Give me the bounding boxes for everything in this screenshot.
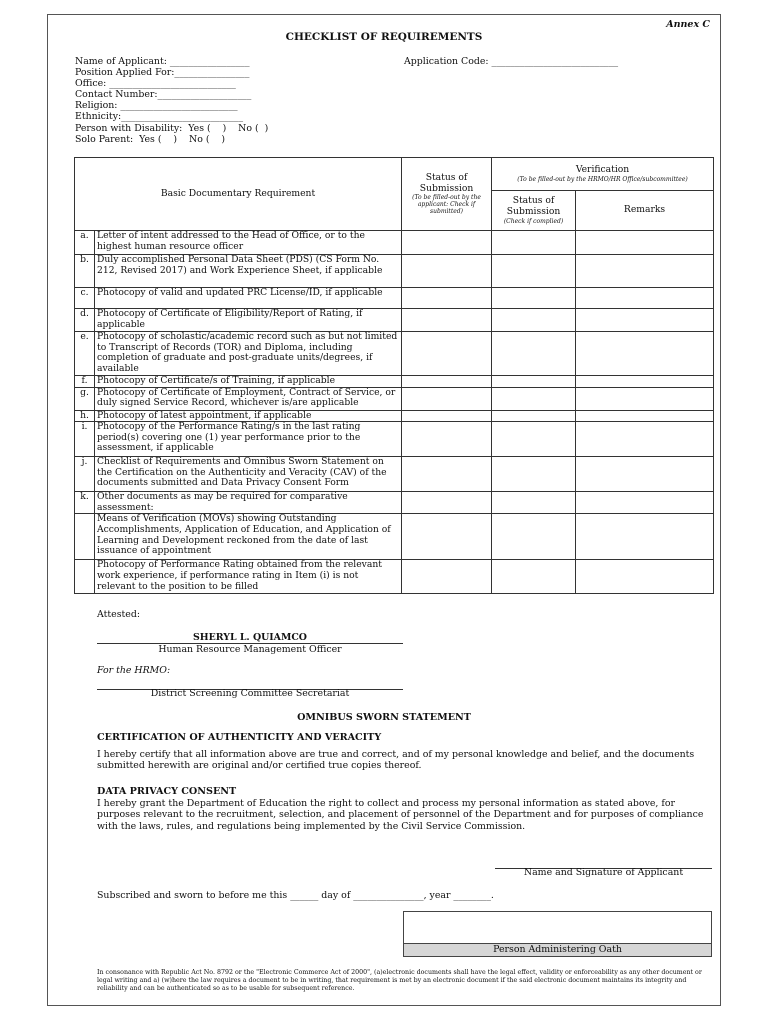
- table-row: [75, 387, 714, 410]
- header-verification-note: (To be filled-out by the HRMO/HR Office/subcommittee): [517, 175, 688, 183]
- document-page: [47, 14, 721, 1006]
- header-status-compliance: [492, 191, 576, 231]
- header-status-label: Status of Submission: [419, 171, 474, 194]
- remarks-cell[interactable]: [576, 492, 714, 514]
- header-verification-label: Verification: [575, 164, 630, 176]
- row-letter: c.: [75, 288, 95, 309]
- contact-field[interactable]: Contact Number:____________________: [75, 89, 252, 100]
- oath-label: Person Administering Oath: [404, 943, 711, 956]
- status-compliance-cell[interactable]: [492, 231, 576, 255]
- secretariat-label: District Screening Committee Secretariat: [150, 688, 350, 699]
- row-requirement: Other documents as may be required for comparative assessment:: [95, 492, 402, 514]
- status-compliance-cell[interactable]: [492, 457, 576, 492]
- remarks-cell[interactable]: [576, 255, 714, 288]
- table-row: [75, 255, 714, 288]
- applicant-signature-label[interactable]: Name and Signature of Applicant: [523, 867, 684, 878]
- row-letter: d.: [75, 309, 95, 332]
- row-requirement: Checklist of Requirements and Omnibus Sworn Statement on the Certification on the Authenticity and Veracity (CAV) of the documents submitted and Data Privacy Consent Form: [95, 457, 402, 492]
- oath-box: [403, 911, 712, 957]
- remarks-cell[interactable]: [576, 387, 714, 410]
- row-requirement: Photocopy of Certificate of Employment, Contract of Service, or duly signed Service Record, whichever is/are applicable: [95, 387, 402, 410]
- row-letter: j.: [75, 457, 95, 492]
- table-row: [75, 376, 714, 388]
- row-requirement: Photocopy of the Performance Rating/s in the last rating period(s) covering one (1) year performance prior to the assessment, if applicable: [95, 422, 402, 457]
- header-remarks: Remarks: [576, 191, 714, 231]
- office-field[interactable]: Office: ___________________________: [75, 78, 236, 89]
- status-compliance-cell[interactable]: [492, 560, 576, 594]
- remarks-cell[interactable]: [576, 231, 714, 255]
- remarks-cell[interactable]: [576, 410, 714, 422]
- pwd-field[interactable]: Person with Disability: Yes ( ) No ( ): [75, 123, 269, 134]
- status-submission-cell[interactable]: [402, 376, 492, 388]
- row-letter: b.: [75, 255, 95, 288]
- remarks-cell[interactable]: [576, 422, 714, 457]
- table-row: [75, 492, 714, 514]
- status-compliance-cell[interactable]: [492, 387, 576, 410]
- row-requirement: Photocopy of latest appointment, if applicable: [95, 410, 402, 422]
- status-compliance-cell[interactable]: [492, 410, 576, 422]
- row-requirement: Means of Verification (MOVs) showing Outstanding Accomplishments, Application of Education, and Application of Learning and Development reckoned from the date of last issuance of appointment: [95, 514, 402, 560]
- table-row: [75, 332, 714, 376]
- status-compliance-cell[interactable]: [492, 288, 576, 309]
- application-code-field[interactable]: Application Code: ___________________________: [404, 56, 619, 67]
- row-requirement: Photocopy of scholastic/academic record such as but not limited to Transcript of Records (TOR) and Diploma, including completion of graduate and post-graduate units/degrees, if available: [95, 332, 402, 376]
- remarks-cell[interactable]: [576, 288, 714, 309]
- header-requirement: Basic Documentary Requirement: [75, 158, 402, 231]
- row-letter: e.: [75, 332, 95, 376]
- row-requirement: Photocopy of Certificate/s of Training, if applicable: [95, 376, 402, 388]
- status-submission-cell[interactable]: [402, 288, 492, 309]
- remarks-cell[interactable]: [576, 457, 714, 492]
- row-requirement: Photocopy of Certificate of Eligibility/Report of Rating, if applicable: [95, 309, 402, 332]
- status-submission-cell[interactable]: [402, 231, 492, 255]
- row-letter: k.: [75, 492, 95, 514]
- remarks-cell[interactable]: [576, 514, 714, 560]
- status-compliance-cell[interactable]: [492, 332, 576, 376]
- status-submission-cell[interactable]: [402, 422, 492, 457]
- row-requirement: Letter of intent addressed to the Head of Office, or to the highest human resource officer: [95, 231, 402, 255]
- status-submission-cell[interactable]: [402, 492, 492, 514]
- table-row: [75, 410, 714, 422]
- status-compliance-cell[interactable]: [492, 422, 576, 457]
- position-field[interactable]: Position Applied For:________________: [75, 67, 250, 78]
- remarks-cell[interactable]: [576, 332, 714, 376]
- table-row: [75, 457, 714, 492]
- header-verification: [492, 158, 714, 191]
- table-row: [75, 288, 714, 309]
- footnote: In consonance with Republic Act No. 8792 or the "Electronic Commerce Act of 2000", (a)electronic documents shall have the legal effect, validity or enforceability as any other document or legal writing and a) (w)here the law requires a document to be in writing, that requirement is met by an electronic document if the said electronic document maintains its integrity and reliability and can be authenticated so as to be usable for subsequent reference.: [97, 969, 702, 992]
- annex-label: Annex C: [666, 19, 710, 30]
- status-submission-cell[interactable]: [402, 332, 492, 376]
- row-requirement: Photocopy of valid and updated PRC License/ID, if applicable: [95, 288, 402, 309]
- header-status-compliance-note: (Check if complied): [503, 217, 564, 225]
- for-hrmo-label: For the HRMO:: [97, 665, 171, 676]
- attested-label: Attested:: [97, 609, 140, 620]
- status-compliance-cell[interactable]: [492, 492, 576, 514]
- status-submission-cell[interactable]: [402, 387, 492, 410]
- page-title: CHECKLIST OF REQUIREMENTS: [285, 31, 483, 43]
- status-submission-cell[interactable]: [402, 255, 492, 288]
- status-submission-cell[interactable]: [402, 309, 492, 332]
- status-compliance-cell[interactable]: [492, 514, 576, 560]
- row-requirement: Duly accomplished Personal Data Sheet (PDS) (CS Form No. 212, Revised 2017) and Work Experience Sheet, if applicable: [95, 255, 402, 288]
- remarks-cell[interactable]: [576, 376, 714, 388]
- table-row: [75, 309, 714, 332]
- name-field[interactable]: Name of Applicant: _________________: [75, 56, 250, 67]
- privacy-text: I hereby grant the Department of Education the right to collect and process my personal information as stated above, for purposes relevant to the recruitment, selection, and placement of personnel of the Department and for purposes of compliance with the laws, rules, and regulations being implemented by the Civil Service Commission.: [97, 798, 704, 832]
- row-letter: a.: [75, 231, 95, 255]
- status-submission-cell[interactable]: [402, 514, 492, 560]
- row-letter: g.: [75, 387, 95, 410]
- row-letter: f.: [75, 376, 95, 388]
- row-requirement: Photocopy of Performance Rating obtained from the relevant work experience, if performance rating in Item (i) is not relevant to the position to be filled: [95, 560, 402, 594]
- table-row: [75, 560, 714, 594]
- table-row: [75, 422, 714, 457]
- certification-text: I hereby certify that all information above are true and correct, and of my personal knowledge and belief, and the documents submitted herewith are original and/or certified true copies thereof.: [97, 749, 695, 772]
- religion-field[interactable]: Religion: _________________________: [75, 100, 238, 111]
- header-status-note: (To be filled-out by the applicant: Check if submitted): [412, 194, 481, 216]
- row-letter: h.: [75, 410, 95, 422]
- subscribed-statement[interactable]: Subscribed and sworn to before me this ______ day of _______________, year ________.: [97, 890, 494, 901]
- privacy-heading: DATA PRIVACY CONSENT: [97, 786, 237, 797]
- remarks-cell[interactable]: [576, 560, 714, 594]
- status-compliance-cell[interactable]: [492, 376, 576, 388]
- header-status: [402, 158, 492, 231]
- table-row: [75, 231, 714, 255]
- status-submission-cell[interactable]: [402, 457, 492, 492]
- certification-heading: CERTIFICATION OF AUTHENTICITY AND VERACITY: [97, 732, 382, 743]
- ethnicity-field[interactable]: Ethnicity:__________________________: [75, 111, 244, 122]
- row-letter: i.: [75, 422, 95, 457]
- requirements-table: [74, 157, 714, 594]
- row-letter: [75, 514, 95, 560]
- status-compliance-cell[interactable]: [492, 255, 576, 288]
- header-status-compliance-label: Status of Submission: [506, 195, 561, 217]
- attest-position: Human Resource Management Officer: [158, 644, 342, 655]
- attest-name: SHERYL L. QUIAMCO: [193, 632, 307, 643]
- solo-parent-field[interactable]: Solo Parent: Yes ( ) No ( ): [75, 134, 226, 145]
- status-compliance-cell[interactable]: [492, 309, 576, 332]
- row-letter: [75, 560, 95, 594]
- remarks-cell[interactable]: [576, 309, 714, 332]
- table-row: [75, 514, 714, 560]
- status-submission-cell[interactable]: [402, 560, 492, 594]
- omnibus-title: OMNIBUS SWORN STATEMENT: [297, 712, 471, 723]
- status-submission-cell[interactable]: [402, 410, 492, 422]
